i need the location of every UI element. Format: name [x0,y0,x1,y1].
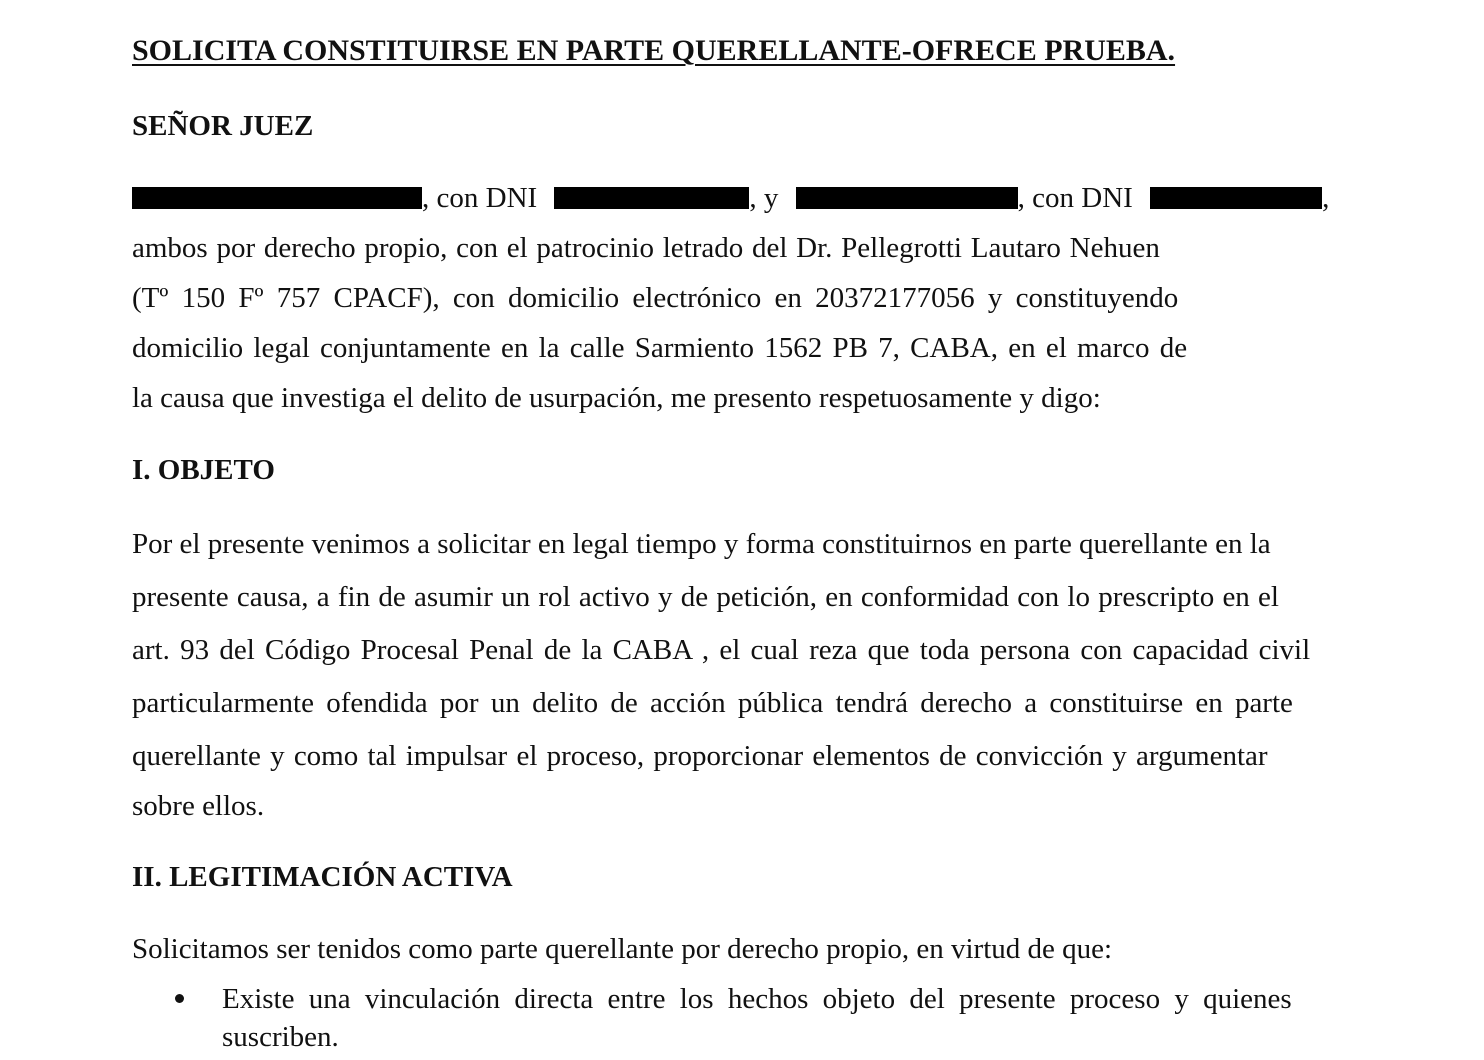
section-2-intro: Solicitamos ser tenidos como parte querellante por derecho propio, en virtud de que: [132,933,1113,965]
salutation: SEÑOR JUEZ [132,110,314,142]
bullet-1-line-1: Existe una vinculación directa entre los hechos objeto del presente proceso y quienes [222,983,1292,1015]
section-1-line-6: sobre ellos. [132,790,265,822]
intro-line-2: ambos por derecho propio, con el patrocinio letrado del Dr. Pellegrotti Lautaro Nehuen [132,232,1160,264]
intro-seg-1: , con DNI [422,182,538,214]
document-title: SOLICITA CONSTITUIRSE EN PARTE QUERELLANTE-OFRECE PRUEBA. [132,34,1176,67]
section-1-line-3: art. 93 del Código Procesal Penal de la CABA , el cual reza que toda persona con capacidad civil [132,634,1311,666]
section-1-line-2: presente causa, a fin de asumir un rol activo y de petición, en conformidad con lo prescripto en el [132,581,1279,613]
section-1-heading: I. OBJETO [132,454,275,486]
intro-line-3: (Tº 150 Fº 757 CPACF), con domicilio electrónico en 20372177056 y constituyendo [132,282,1179,314]
section-1-line-1: Por el presente venimos a solicitar en legal tiempo y forma constituirnos en parte querellante en la [132,528,1271,560]
redaction-dni-1 [554,187,749,209]
redaction-dni-2 [1150,187,1322,209]
intro-seg-2: , y [749,182,779,214]
section-1-line-5: querellante y como tal impulsar el proceso, proporcionar elementos de convicción y argumentar [132,740,1268,772]
redaction-name-1 [132,187,422,209]
intro-line-4: domicilio legal conjuntamente en la calle Sarmiento 1562 PB 7, CABA, en el marco de [132,332,1188,364]
intro-seg-3: , con DNI [1017,182,1133,214]
bullet-icon [175,994,184,1003]
intro-line-5: la causa que investiga el delito de usurpación, me presento respetuosamente y digo: [132,382,1101,414]
intro-line-1 [132,184,1329,213]
section-1-line-4: particularmente ofendida por un delito de acción pública tendrá derecho a constituirse en parte [132,687,1293,719]
intro-seg-4: , [1322,182,1330,214]
redaction-name-2 [796,187,1018,209]
bullet-1-line-2: suscriben. [222,1021,339,1053]
section-2-heading: II. LEGITIMACIÓN ACTIVA [132,861,513,893]
